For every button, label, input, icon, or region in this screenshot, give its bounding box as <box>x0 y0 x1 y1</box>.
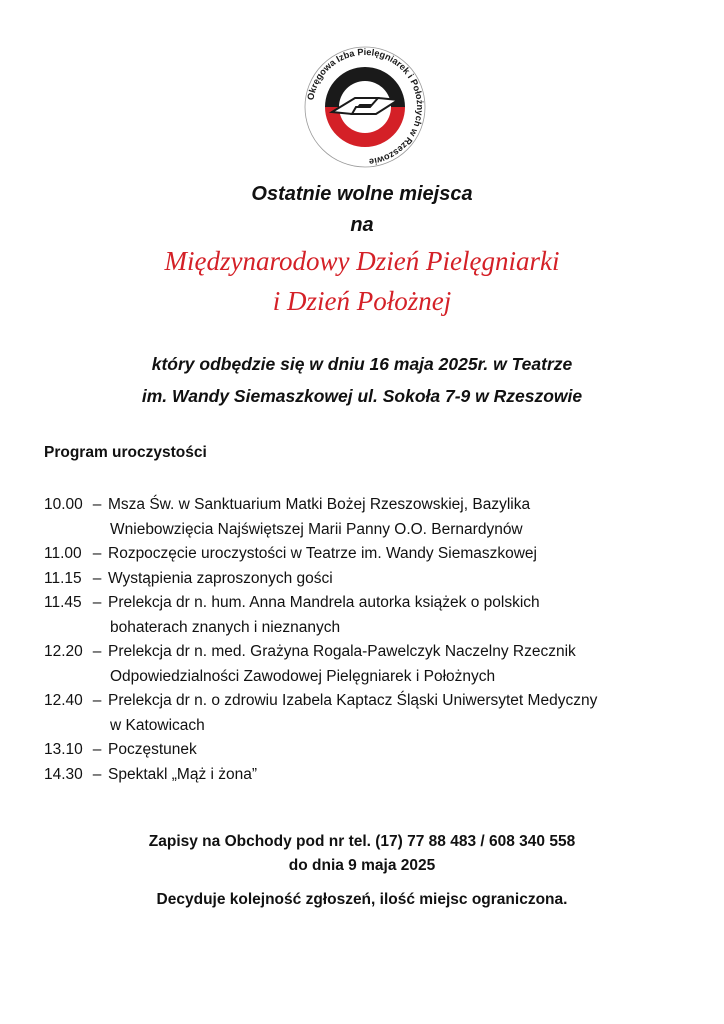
program-item-time: 11.15 <box>44 569 82 587</box>
program-item-line: Rozpoczęcie uroczystości w Teatrze im. Wandy Siemaszkowej <box>108 545 537 562</box>
venue-line-1: który odbędzie się w dniu 16 maja 2025r. w Teatrze <box>151 354 573 374</box>
program-item-description <box>108 763 704 788</box>
program-item <box>44 567 704 592</box>
program-list <box>44 493 704 787</box>
headline-line-1: Ostatnie wolne miejsca <box>251 183 473 205</box>
program-item-description <box>108 591 704 640</box>
program-item-continuation: Odpowiedzialności Zawodowej Pielęgniarek i Położnych <box>110 667 496 685</box>
logo-arc-text: Okręgowa Izba Pielęgniarek i Położnych w Rzeszowie <box>305 46 426 167</box>
program-item-line: Spektakl „Mąż i żona” <box>108 765 258 783</box>
program-item-time: 13.10 <box>44 741 83 758</box>
program-item-separator: – <box>92 569 102 587</box>
program-item <box>44 591 704 640</box>
program-item-time: 14.30 <box>44 765 83 783</box>
program-item-line: Msza Św. w Sanktuarium Matki Bożej Rzeszowskiej, Bazylika <box>108 496 531 513</box>
program-item-line: Poczęstunek <box>108 741 197 758</box>
program-item-separator: – <box>92 741 102 758</box>
program-item-description <box>108 738 704 763</box>
program-item <box>44 763 704 788</box>
program-item-description <box>108 542 704 567</box>
program-item-separator: – <box>92 765 102 783</box>
program-item-continuation: w Katowicach <box>110 716 205 734</box>
program-item-time: 10.00 <box>44 496 83 513</box>
program-item-time: 12.20 <box>44 643 83 660</box>
program-item-separator: – <box>92 692 102 709</box>
program-item-description <box>108 567 704 592</box>
registration-phone: Zapisy na Obchody pod nr tel. (17) 77 88 483 / 608 340 558 <box>148 833 576 850</box>
registration-note: Decyduje kolejność zgłoszeń, ilość miejsc ograniczona. <box>156 891 568 908</box>
program-item-description <box>108 689 704 738</box>
program-item-time: 11.45 <box>44 594 82 611</box>
program-item <box>44 689 704 738</box>
program-item <box>44 542 704 567</box>
program-item-separator: – <box>92 496 102 513</box>
program-item-time: 12.40 <box>44 692 83 709</box>
program-item <box>44 640 704 689</box>
headline-line-2: na <box>350 214 374 236</box>
program-item-description <box>108 640 704 689</box>
venue-line-2: im. Wandy Siemaszkowej ul. Sokoła 7-9 w Rzeszowie <box>141 386 583 406</box>
program-item-time: 11.00 <box>44 545 82 562</box>
program-title: Program uroczystości <box>44 444 207 461</box>
logo-emblem-icon <box>300 42 430 172</box>
program-item-line: Prelekcja dr n. med. Grażyna Rogala-Pawelczyk Naczelny Rzecznik <box>108 643 576 660</box>
program-item-continuation: bohaterach znanych i nieznanych <box>110 618 341 636</box>
event-title-line-2: i Dzień Położnej <box>272 286 452 316</box>
program-item <box>44 493 704 542</box>
program-item-line: Wystąpienia zaproszonych gości <box>108 569 333 587</box>
chamber-logo <box>300 42 430 172</box>
program-item-line: Prelekcja dr n. o zdrowiu Izabela Kaptacz Śląski Uniwersytet Medyczny <box>108 692 598 709</box>
event-title-line-1: Międzynarodowy Dzień Pielęgniarki <box>164 246 560 276</box>
program-item-separator: – <box>92 545 102 562</box>
program-item-description <box>108 493 704 542</box>
program-item-separator: – <box>92 594 102 611</box>
program-item-line: Prelekcja dr n. hum. Anna Mandrela autorka książek o polskich <box>108 594 540 611</box>
program-item-separator: – <box>92 643 102 660</box>
program-item <box>44 738 704 763</box>
registration-deadline: do dnia 9 maja 2025 <box>288 857 436 874</box>
program-item-continuation: Wniebowzięcia Najświętszej Marii Panny O.O. Bernardynów <box>110 520 523 538</box>
